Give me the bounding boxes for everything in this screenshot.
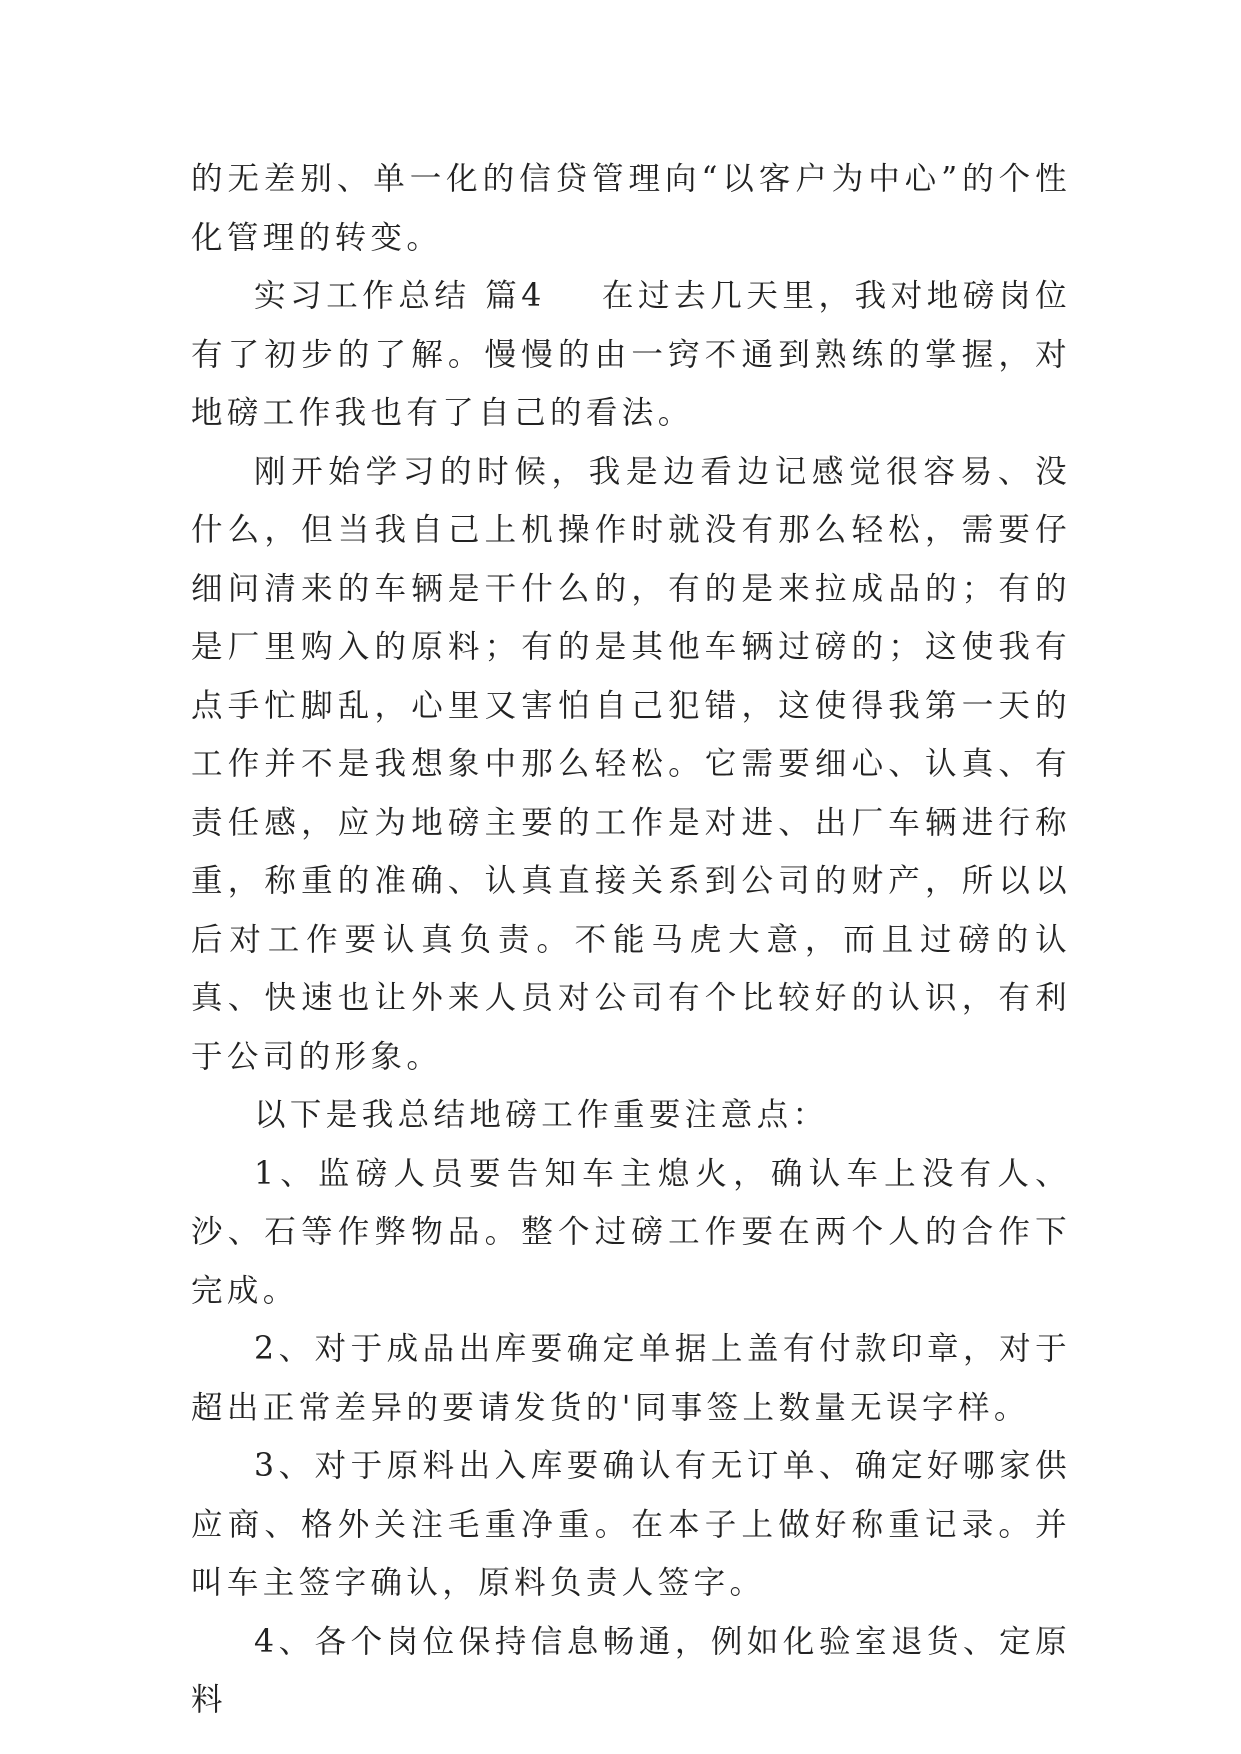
- paragraph-section-4: [191, 267, 1071, 443]
- section-intro-text: 在过去几天里，我对地磅岗位有了初步的了解。慢慢的由一窍不通到熟练的掌握，对地磅工作我也有了自己的看法。: [191, 278, 1071, 431]
- section-title: 实习工作总结 篇4: [254, 278, 546, 314]
- paragraph-continuation: 的无差别、单一化的信贷管理向“以客户为中心”的个性化管理的转变。: [191, 161, 1071, 256]
- list-item-2: 2、对于成品出库要确定单据上盖有付款印章，对于超出正常差异的要请发货的'同事签上数量无误字样。: [191, 1331, 1071, 1426]
- paragraph-learning: 刚开始学习的时候，我是边看边记感觉很容易、没什么，但当我自己上机操作时就没有那么轻松，需要仔细问清来的车辆是干什么的，有的是来拉成品的；有的是厂里购入的原料；有的是其他车辆过磅的；这使我有点手忙脚乱，心里又害怕自己犯错，这使得我第一天的工作并不是我想象中那么轻松。它需要细心、认真、有责任感，应为地磅主要的工作是对进、出厂车辆进行称重，称重的准确、认真直接关系到公司的财产，所以以后对工作要认真负责。不能马虎大意，而且过磅的认真、快速也让外来人员对公司有个比较好的认识，有利于公司的形象。: [191, 453, 1071, 1075]
- list-item-4: 4、各个岗位保持信息畅通，例如化验室退货、定原料: [191, 1623, 1071, 1718]
- document-body: [191, 150, 1071, 1730]
- list-item-3: 3、对于原料出入库要确认有无订单、确定好哪家供应商、格外关注毛重净重。在本子上做好称重记录。并叫车主签字确认，原料负责人签字。: [191, 1448, 1071, 1601]
- list-item-1: 1、监磅人员要告知车主熄火，确认车上没有人、沙、石等作弊物品。整个过磅工作要在两个人的合作下完成。: [191, 1155, 1071, 1309]
- paragraph-summary-heading: 以下是我总结地磅工作重要注意点：: [254, 1097, 829, 1133]
